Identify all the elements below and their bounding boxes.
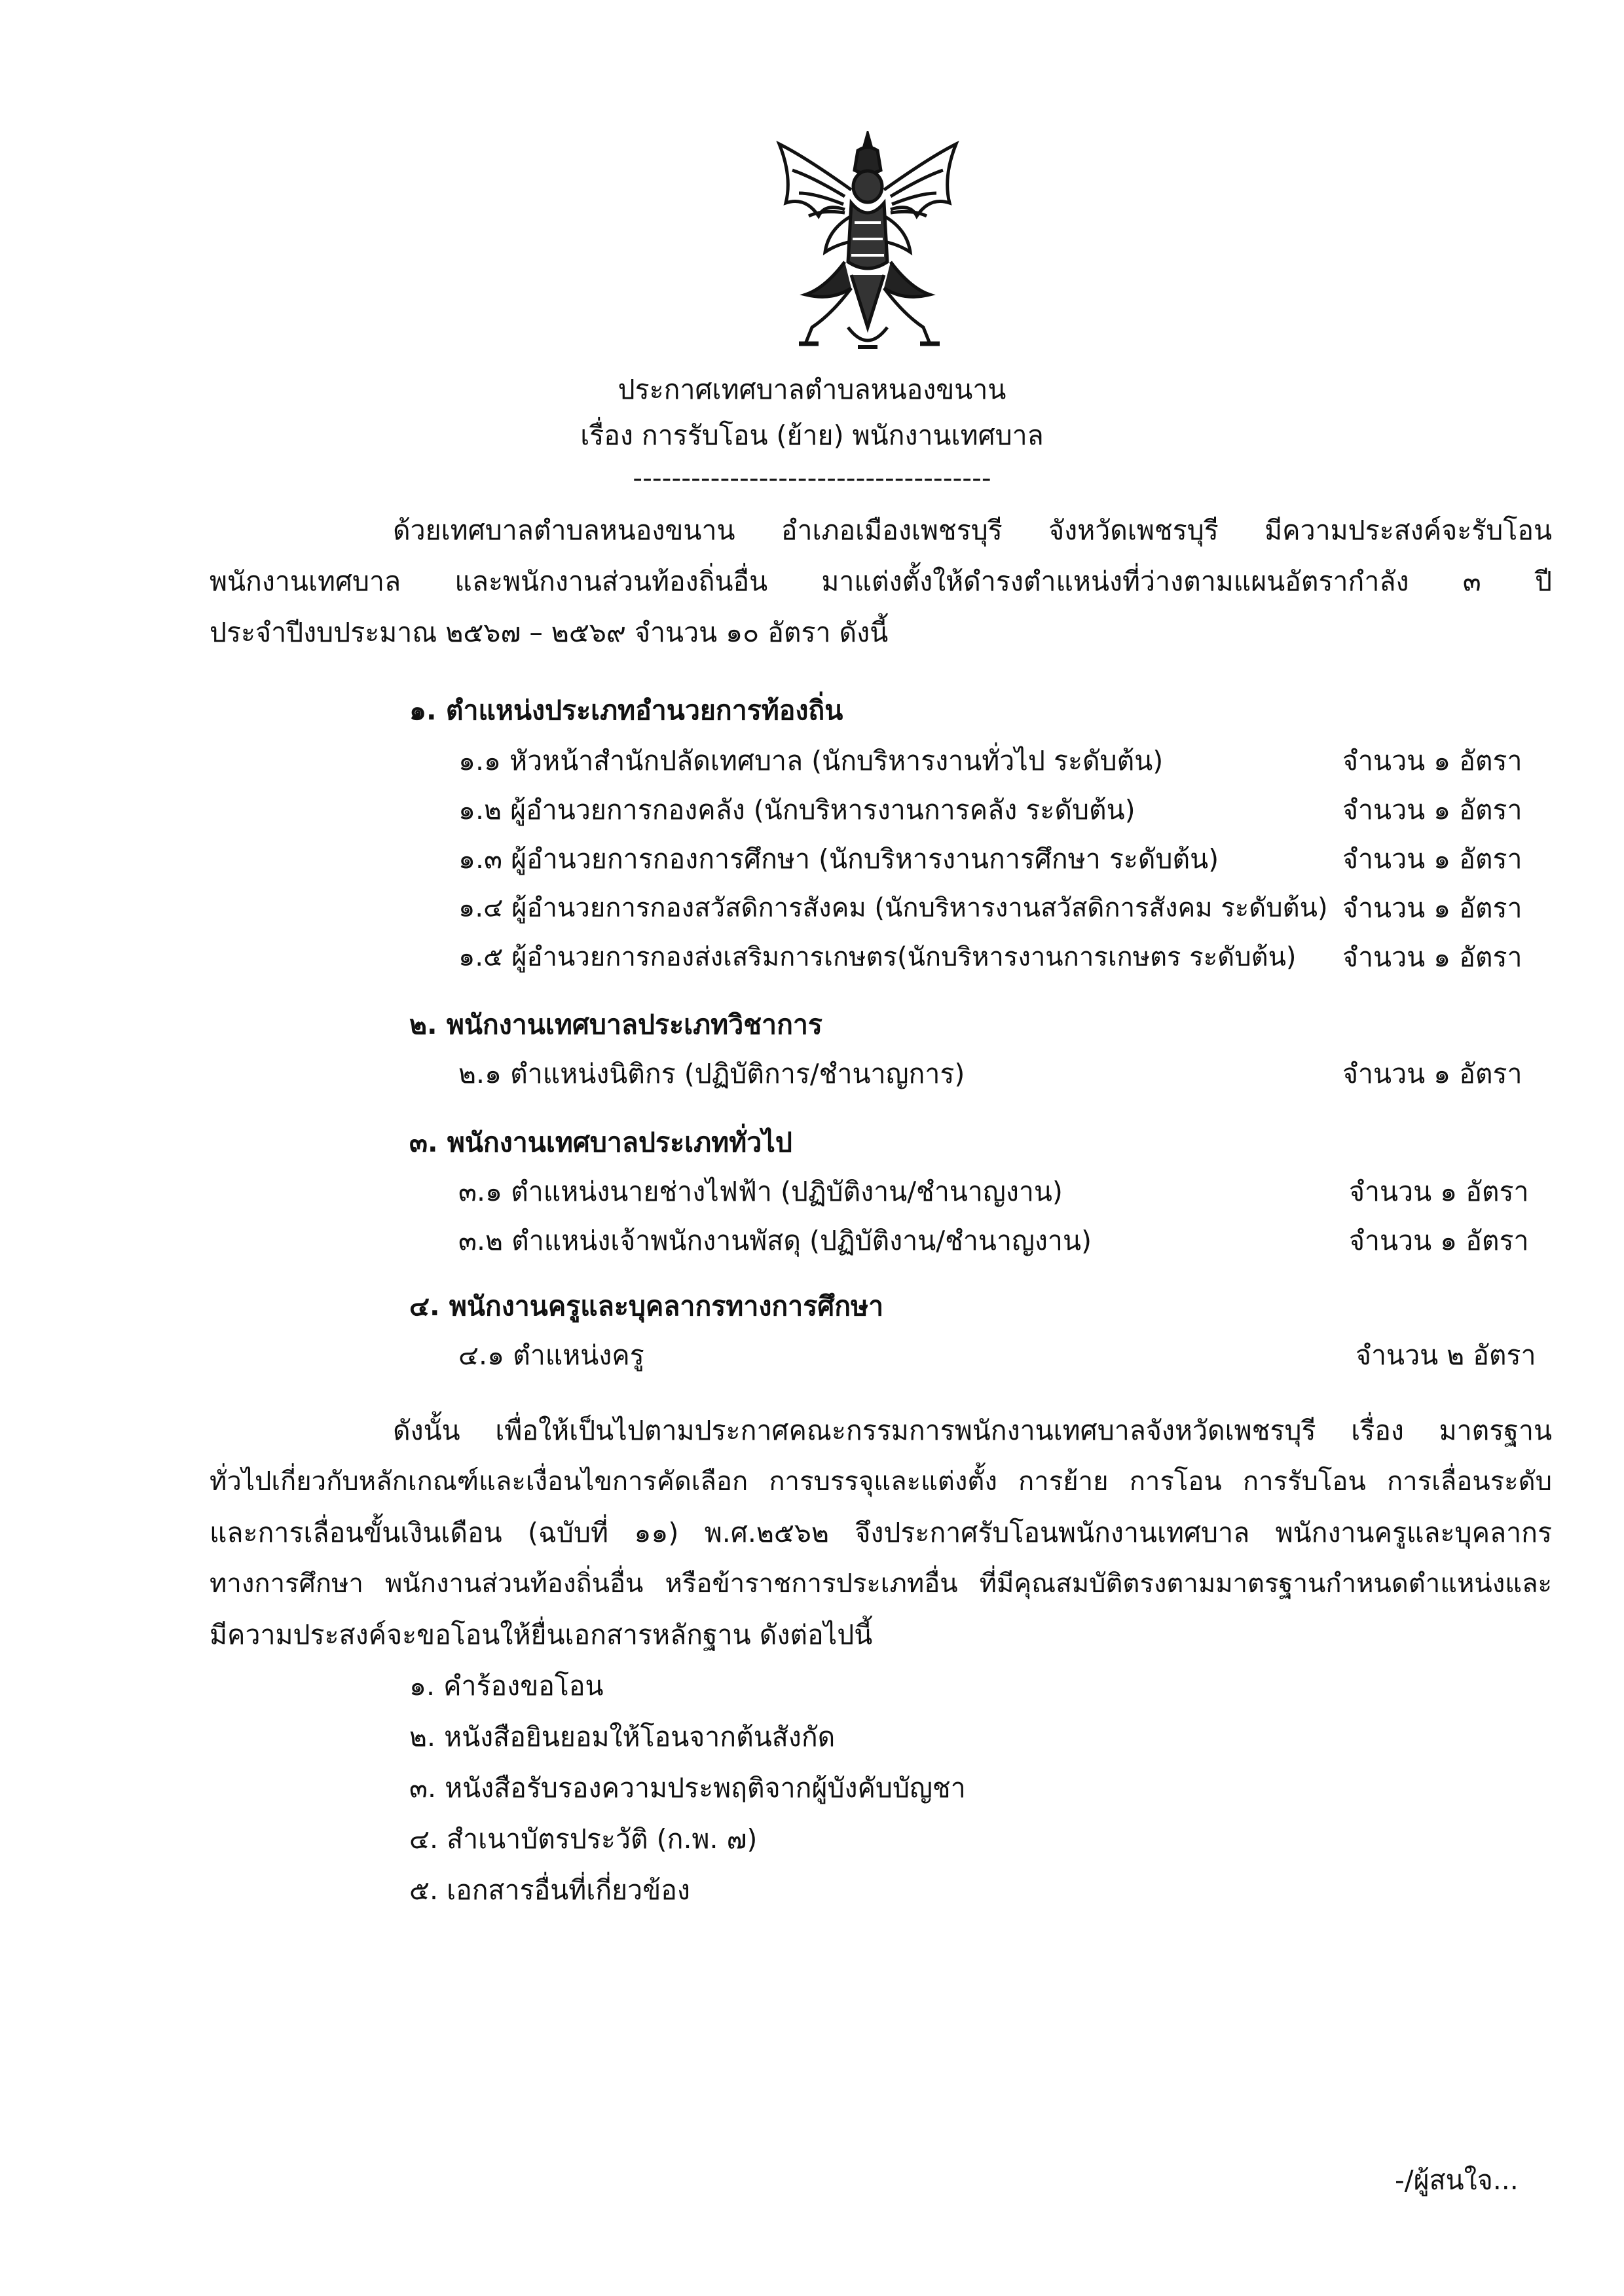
section-1-item-5-count: จำนวน ๑ อัตรา — [1342, 941, 1522, 973]
continuation-marker: -/ผู้สนใจ... — [1395, 2164, 1519, 2196]
section-4-item-1-count: จำนวน ๒ อัตรา — [1356, 1339, 1536, 1371]
section-1-heading: ๑. ตำแหน่งประเภทอำนวยการท้องถิ่น — [409, 695, 843, 726]
section-3-heading: ๓. พนักงานเทศบาลประเภททั่วไป — [409, 1127, 792, 1158]
section-4-heading: ๔. พนักงานครูและบุคลากรทางการศึกษา — [409, 1290, 884, 1322]
section-1-item-1-count: จำนวน ๑ อัตรา — [1342, 745, 1522, 776]
section-1-item-1: ๑.๑ หัวหน้าสำนักปลัดเทศบาล (นักบริหารงานทั่วไป ระดับต้น) — [458, 745, 1164, 776]
intro-line-2: พนักงานเทศบาล และพนักงานส่วนท้องถิ่นอื่น มาแต่งตั้งให้ดำรงตำแหน่งที่ว่างตามแผนอัตรากำลัง ๓ ปี — [210, 566, 1552, 597]
section-3-item-2-count: จำนวน ๑ อัตรา — [1349, 1225, 1529, 1256]
body-line-5: มีความประสงค์จะขอโอนให้ยื่นเอกสารหลักฐาน ดังต่อไปนี้ — [210, 1619, 873, 1650]
body-line-4: ทางการศึกษา พนักงานส่วนท้องถิ่นอื่น หรือข้าราชการประเภทอื่น ที่มีคุณสมบัติตรงตามมาตรฐานกำหนดตำแหน่งและ — [210, 1569, 1552, 1599]
section-3-item-1-count: จำนวน ๑ อัตรา — [1349, 1176, 1529, 1207]
intro-line-3: ประจำปีงบประมาณ ๒๕๖๗ – ๒๕๖๙ จำนวน ๑๐ อัตรา ดังนี้ — [210, 617, 889, 648]
header-divider: ------------------------------------- — [633, 462, 991, 494]
announcement-subject: เรื่อง การรับโอน (ย้าย) พนักงานเทศบาล — [580, 420, 1044, 451]
section-1-item-4: ๑.๔ ผู้อำนวยการกองสวัสดิการสังคม (นักบริหารงานสวัสดิการสังคม ระดับต้น) — [458, 893, 1328, 923]
section-3-item-2: ๓.๒ ตำแหน่งเจ้าพนักงานพัสดุ (ปฏิบัติงาน/ชำนาญงาน) — [458, 1225, 1092, 1256]
document-item-4: ๔. สำเนาบัตรประวัติ (ก.พ. ๗) — [409, 1823, 758, 1855]
section-1-item-4-count: จำนวน ๑ อัตรา — [1342, 892, 1522, 924]
body-line-1: ดังนั้น เพื่อให้เป็นไปตามประกาศคณะกรรมการพนักงานเทศบาลจังหวัดเพชรบุรี เรื่อง มาตรฐาน — [393, 1415, 1552, 1446]
section-1-item-3-count: จำนวน ๑ อัตรา — [1342, 843, 1522, 875]
section-4-item-1: ๔.๑ ตำแหน่งครู — [458, 1339, 644, 1371]
body-line-3: และการเลื่อนขั้นเงินเดือน (ฉบับที่ ๑๑) พ.ศ.๒๕๖๒ จึงประกาศรับโอนพนักงานเทศบาล พนักงานครูและบุคลากร — [210, 1517, 1552, 1548]
document-item-5: ๕. เอกสารอื่นที่เกี่ยวข้อง — [409, 1874, 690, 1906]
section-2-heading: ๒. พนักงานเทศบาลประเภทวิชาการ — [409, 1009, 822, 1040]
document-item-2: ๒. หนังสือยินยอมให้โอนจากต้นสังกัด — [409, 1721, 836, 1753]
garuda-emblem-icon — [766, 131, 969, 367]
section-1-item-2-count: จำนวน ๑ อัตรา — [1342, 794, 1522, 826]
announcement-title: ประกาศเทศบาลตำบลหนองขนาน — [618, 374, 1006, 405]
intro-line-1: ด้วยเทศบาลตำบลหนองขนาน อำเภอเมืองเพชรบุรี จังหวัดเพชรบุรี มีความประสงค์จะรับโอน — [393, 515, 1552, 546]
section-1-item-5: ๑.๕ ผู้อำนวยการกองส่งเสริมการเกษตร(นักบริหารงานการเกษตร ระดับต้น) — [458, 942, 1297, 972]
section-2-item-1: ๒.๑ ตำแหน่งนิติกร (ปฏิบัติการ/ชำนาญการ) — [458, 1058, 965, 1089]
document-item-3: ๓. หนังสือรับรองความประพฤติจากผู้บังคับบัญชา — [409, 1772, 966, 1804]
section-3-item-1: ๓.๑ ตำแหน่งนายช่างไฟฟ้า (ปฏิบัติงาน/ชำนาญงาน) — [458, 1176, 1063, 1207]
section-2-item-1-count: จำนวน ๑ อัตรา — [1342, 1058, 1522, 1089]
document-item-1: ๑. คำร้องขอโอน — [409, 1670, 604, 1702]
body-line-2: ทั่วไปเกี่ยวกับหลักเกณฑ์และเงื่อนไขการคัดเลือก การบรรจุและแต่งตั้ง การย้าย การโอน การรับโอน การเลื่อนระดับ — [210, 1467, 1552, 1497]
section-1-item-3: ๑.๓ ผู้อำนวยการกองการศึกษา (นักบริหารงานการศึกษา ระดับต้น) — [458, 843, 1219, 875]
section-1-item-2: ๑.๒ ผู้อำนวยการกองคลัง (นักบริหารงานการคลัง ระดับต้น) — [458, 794, 1135, 826]
